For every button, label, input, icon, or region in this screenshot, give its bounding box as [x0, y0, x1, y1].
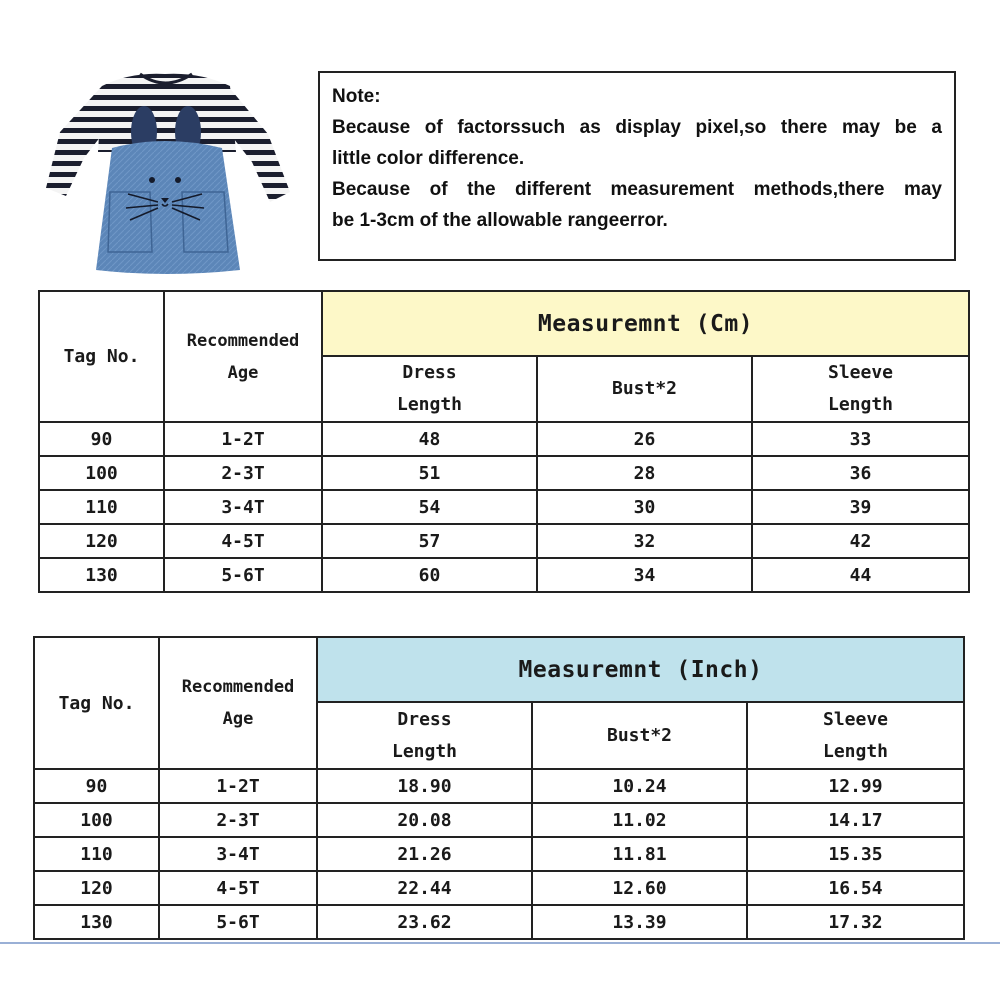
sleeve-header-line-2: Length	[822, 740, 889, 762]
tag-cell: 100	[34, 803, 159, 837]
sleeve-cell: 17.32	[747, 905, 964, 939]
dress-cell: 22.44	[317, 871, 532, 905]
right-sleeve	[228, 86, 290, 202]
sleeve-cell: 16.54	[747, 871, 964, 905]
striped-shirt	[98, 74, 236, 152]
note-line-4: be 1-3cm of the allowable rangeerror.	[332, 210, 668, 231]
tag-cell: 110	[39, 490, 164, 524]
bust-header: Bust*2	[537, 356, 752, 422]
dress-cell: 48	[322, 422, 537, 456]
sleeve-cell: 12.99	[747, 769, 964, 803]
bust-cell: 34	[537, 558, 752, 592]
sleeve-cell: 33	[752, 422, 969, 456]
age-header-line-1: Recommended	[181, 677, 295, 697]
table-row	[34, 769, 964, 803]
dress-length-header	[322, 356, 537, 422]
sleeve-cell: 36	[752, 456, 969, 490]
age-cell: 3-4T	[164, 490, 322, 524]
note-box	[318, 71, 956, 261]
table-row	[39, 558, 969, 592]
age-cell: 1-2T	[159, 769, 317, 803]
denim-pinafore	[96, 141, 240, 274]
bust-header: Bust*2	[532, 702, 747, 769]
dress-cell: 23.62	[317, 905, 532, 939]
dress-cell: 20.08	[317, 803, 532, 837]
age-header	[159, 637, 317, 769]
dress-header-line-2: Length	[396, 394, 463, 415]
bust-cell: 12.60	[532, 871, 747, 905]
sleeve-header-line-1: Sleeve	[822, 708, 889, 730]
bust-cell: 28	[537, 456, 752, 490]
size-table-inch	[33, 636, 965, 940]
dress-cell: 51	[322, 456, 537, 490]
age-cell: 4-5T	[164, 524, 322, 558]
table-row	[39, 456, 969, 490]
dress-cell: 60	[322, 558, 537, 592]
measurement-title-inch: Measuremnt (Inch)	[317, 637, 964, 702]
table-row	[34, 803, 964, 837]
age-header-line-2: Age	[222, 709, 254, 729]
tag-cell: 90	[34, 769, 159, 803]
table-row	[39, 422, 969, 456]
bust-cell: 11.81	[532, 837, 747, 871]
dress-cell: 18.90	[317, 769, 532, 803]
age-cell: 2-3T	[164, 456, 322, 490]
tag-cell: 130	[39, 558, 164, 592]
left-sleeve	[46, 86, 104, 196]
sleeve-cell: 39	[752, 490, 969, 524]
bust-cell: 32	[537, 524, 752, 558]
tag-cell: 90	[39, 422, 164, 456]
age-cell: 5-6T	[159, 905, 317, 939]
age-cell: 2-3T	[159, 803, 317, 837]
tag-header: Tag No.	[34, 637, 159, 769]
age-cell: 1-2T	[164, 422, 322, 456]
product-dress-image	[40, 62, 298, 282]
age-cell: 3-4T	[159, 837, 317, 871]
age-cell: 5-6T	[164, 558, 322, 592]
note-heading: Note:	[332, 86, 381, 107]
note-line-1: Because of factorssuch as display pixel,so there may be a	[332, 117, 942, 138]
note-line-2: little color difference.	[332, 148, 525, 169]
dress-header-line-2: Length	[391, 740, 458, 762]
sleeve-cell: 42	[752, 524, 969, 558]
table-row	[39, 490, 969, 524]
table-row	[34, 837, 964, 871]
sleeve-length-header	[752, 356, 969, 422]
dress-cell: 57	[322, 524, 537, 558]
table-row	[34, 905, 964, 939]
tag-cell: 100	[39, 456, 164, 490]
bust-cell: 26	[537, 422, 752, 456]
age-header-line-2: Age	[227, 362, 259, 383]
sleeve-length-header	[747, 702, 964, 769]
note-line-3: Because of the different measurement methods,there may	[332, 179, 942, 200]
measurement-title-cm: Measuremnt (Cm)	[322, 291, 969, 356]
bust-cell: 30	[537, 490, 752, 524]
tag-cell: 120	[34, 871, 159, 905]
bust-cell: 10.24	[532, 769, 747, 803]
table-row	[34, 871, 964, 905]
bust-cell: 13.39	[532, 905, 747, 939]
bust-cell: 11.02	[532, 803, 747, 837]
table-row	[39, 524, 969, 558]
age-header-line-1: Recommended	[186, 330, 300, 351]
dress-cell: 21.26	[317, 837, 532, 871]
tag-cell: 110	[34, 837, 159, 871]
dress-length-header	[317, 702, 532, 769]
bottom-divider	[0, 942, 1000, 944]
size-table-cm	[38, 290, 970, 593]
age-header	[164, 291, 322, 422]
dress-header-line-1: Dress	[402, 362, 457, 383]
dress-cell: 54	[322, 490, 537, 524]
sleeve-cell: 14.17	[747, 803, 964, 837]
tag-header: Tag No.	[39, 291, 164, 422]
sleeve-cell: 15.35	[747, 837, 964, 871]
tag-cell: 120	[39, 524, 164, 558]
sleeve-header-line-1: Sleeve	[827, 362, 894, 383]
sleeve-cell: 44	[752, 558, 969, 592]
tag-cell: 130	[34, 905, 159, 939]
sleeve-header-line-2: Length	[827, 394, 894, 415]
dress-header-line-1: Dress	[397, 708, 452, 730]
age-cell: 4-5T	[159, 871, 317, 905]
